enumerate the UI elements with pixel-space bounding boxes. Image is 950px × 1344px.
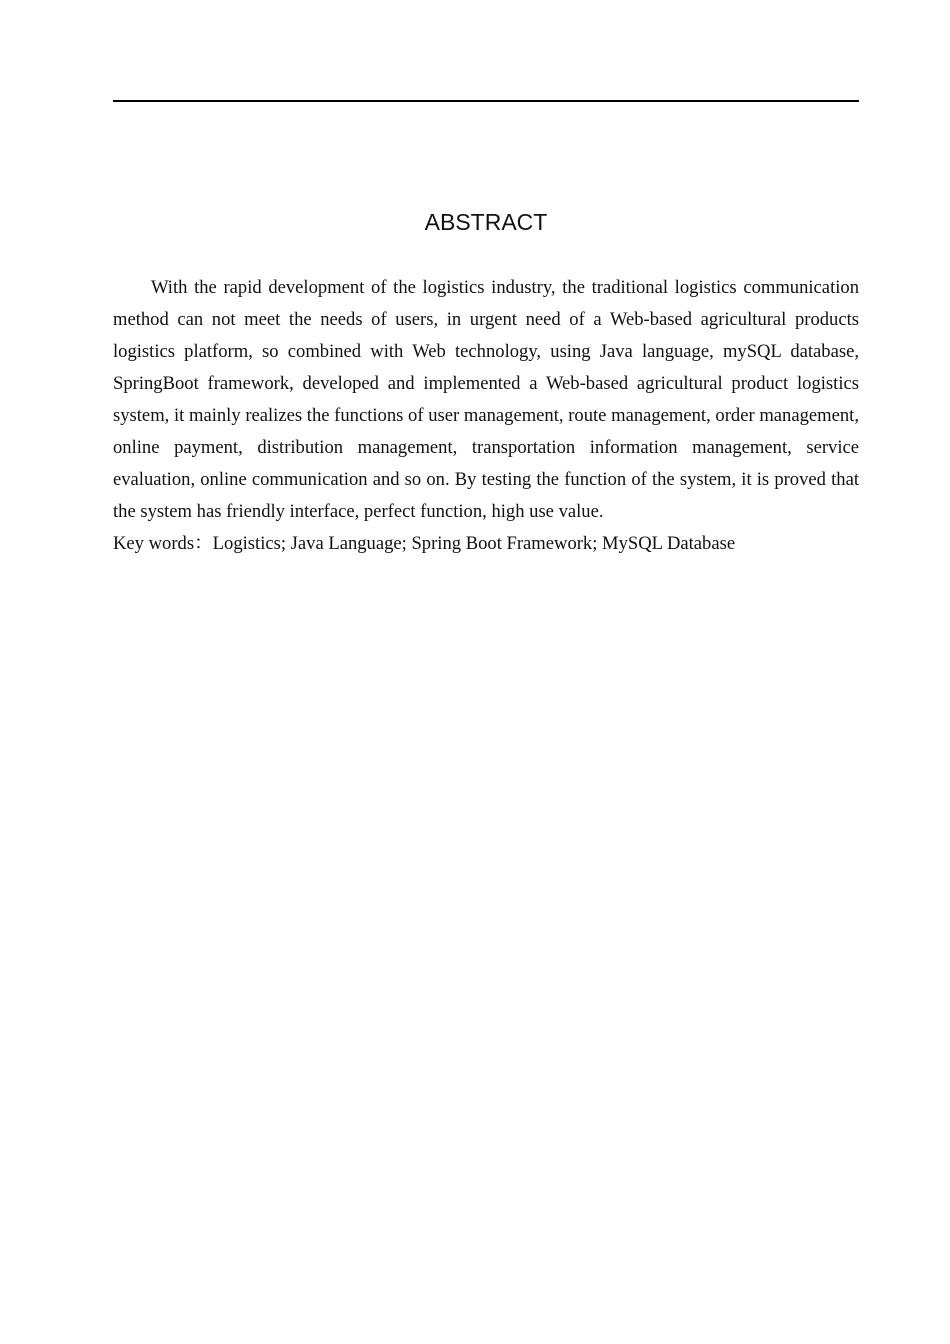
keywords-line [113,528,859,560]
header-rule [113,100,859,102]
abstract-title: ABSTRACT [424,209,548,235]
abstract-paragraph: With the rapid development of the logistics industry, the traditional logistics communication method can not meet the needs of users, in urgent need of a Web-based agricultural products logistics platform, so combined with Web technology, using Java language, mySQL database, SpringBoot framework, developed and implemented a Web-based agricultural product logistics system, it mainly realizes the functions of user management, route management, order management, online payment, distribution management, transportation information management, service evaluation, online communication and so on. By testing the function of the system, it is proved that the system has friendly interface, perfect function, high use value. [113,277,859,522]
keywords-list: Logistics; Java Language; Spring Boot Framework; MySQL Database [212,533,736,554]
keywords-label: Key words： [113,533,213,554]
abstract-body [113,272,859,560]
